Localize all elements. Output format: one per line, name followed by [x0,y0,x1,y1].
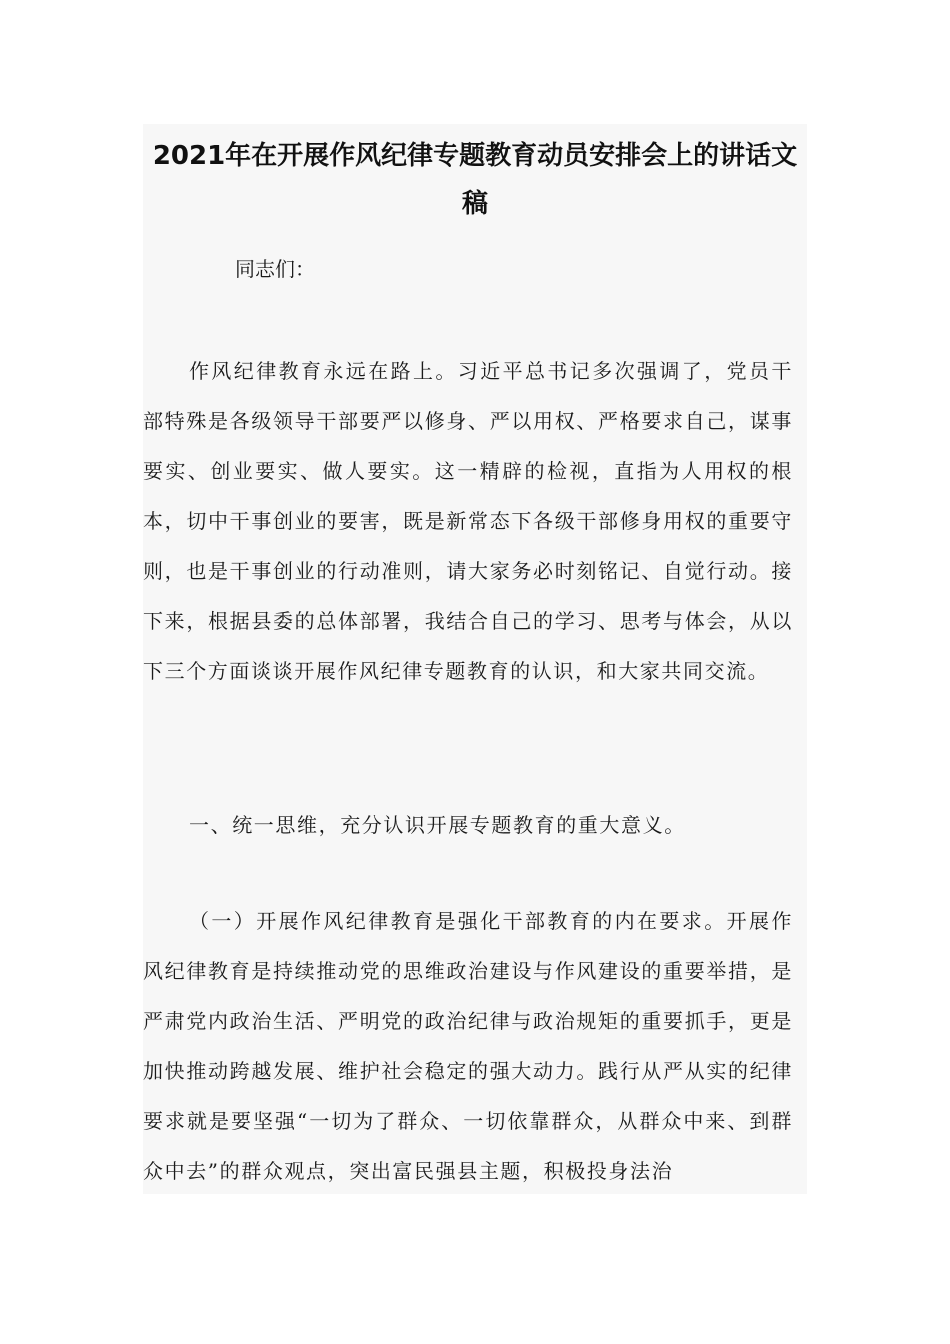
document-title: 2021年在开展作风纪律专题教育动员安排会上的讲话文稿 [152,141,798,219]
section-heading: 一、统一思维，充分认识开展专题教育的重大意义。 [189,813,686,837]
salutation: 同志们： [235,257,315,281]
paragraph: （一）开展作风纪律教育是强化干部教育的内在要求。开展作风纪律教育是持续推动党的思维政治建设与作风建设的重要举措，是严肃党内政治生活、严明党的政治纪律与政治规矩的重要抓手，更是加快推动跨越发展、维护社会稳定的强大动力。践行从严从实的纪律要求就是要坚强“一切为了群众、一切依靠群众，从群众中来、到群众中去”的群众观点，突出富民强县主题，积极投身法治 [143,909,793,1183]
paragraph: 作风纪律教育永远在路上。习近平总书记多次强调了，党员干部特殊是各级领导干部要严以修身、严以用权、严格要求自己，谋事要实、创业要实、做人要实。这一精辟的检视，直指为人用权的根本，切中干事创业的要害，既是新常态下各级干部修身用权的重要守则，也是干事创业的行动准则，请大家务必时刻铭记、自觉行动。接下来，根据县委的总体部署，我结合自己的学习、思考与体会，从以下三个方面谈谈开展作风纪律专题教育的认识，和大家共同交流。 [143,359,793,683]
document-page [143,124,807,1194]
